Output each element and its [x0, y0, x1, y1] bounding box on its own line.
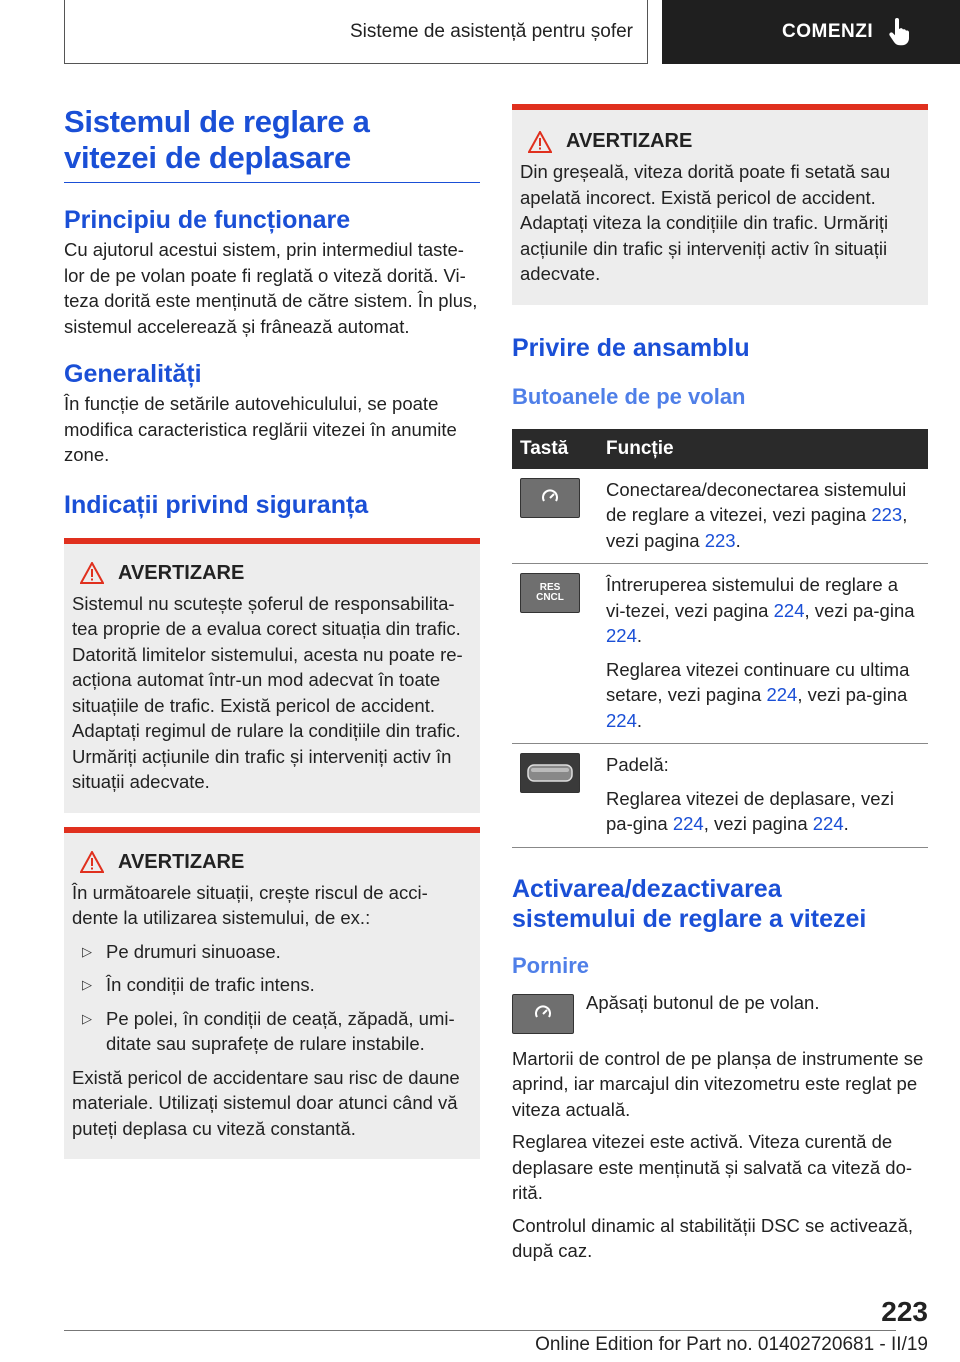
- warning-triangle-icon: [528, 131, 552, 153]
- page-link[interactable]: 224: [606, 625, 637, 646]
- principle-text: Cu ajutorul acestui sistem, prin intermediul taste‐lor de pe volan poate fi reglată o viteză dorită. Vi‐teza dorită este menținută de către sistem. În plus, sistemul accelerează și frânează automat.: [64, 239, 478, 337]
- page-link[interactable]: 224: [606, 709, 637, 731]
- heading-buttons: Butoanele de pe volan: [512, 383, 746, 409]
- table-row: [512, 744, 928, 848]
- warning-triangle-icon: [80, 562, 104, 584]
- general-text: În funcție de setările autovehiculului, se poate modifica caracteristica reglării vitezei în anumite zone.: [64, 393, 457, 465]
- warning-triangle-icon: [80, 851, 104, 873]
- col-header-key: Tastă: [512, 429, 598, 469]
- hand-pointer-icon: [887, 18, 911, 46]
- warning-box-1: [64, 538, 480, 813]
- left-column: [64, 104, 480, 1159]
- right-column: [512, 104, 928, 1264]
- heading-principle: Principiu de funcționare: [64, 206, 351, 234]
- heading-safety: Indicații privind siguranța: [64, 490, 369, 519]
- page-link[interactable]: 224: [773, 599, 805, 621]
- warning-text-3: Din greșeală, viteza dorită poate fi setată sau apelată incorect. Există pericol de accident. Adaptați viteza la condițiile din trafic. Urmăriți acțiunile din trafic și interveniți activ în situații adecvate.: [520, 161, 891, 284]
- table-header-row: [512, 429, 928, 469]
- warning-list: [72, 939, 472, 1057]
- warning-title-1: AVERTIZARE: [72, 562, 472, 585]
- row3-description: Padelă: Reglarea vitezei de deplasare, vezi pa‐gina 224, vezi pagina 224.: [598, 744, 928, 848]
- start-instruction: [512, 991, 928, 1034]
- paragraph-2: Reglarea vitezei este activă. Viteza curentă de deplasare este menținută și salvată ca viteză do‐rită.: [512, 1131, 913, 1203]
- header-section-label: Sisteme de asistență pentru șofer: [349, 20, 633, 42]
- warning-box-2: [64, 827, 480, 1160]
- cruise-control-button-icon: [520, 478, 580, 518]
- warning-text-1: Sistemul nu scutește șoferul de responsabilita‐tea proprie de a evalua corect situația din trafic. Datorită limitelor sistemului, acesta nu poate re‐acționa automat într-un mod adecvat în toate situațiile de trafic. Există pericol de accident. Adaptați regimul de rulare la condițiile din trafic. Urmăriți acțiunile din trafic și interveniți activ în situații adecvate.: [72, 592, 463, 792]
- list-item: ▷ Pe polei, în condiții de ceață, zăpadă, umi‐ditate sau suprafețe de rulare instabile.: [82, 1007, 455, 1054]
- row2-description: Întreruperea sistemului de reglare a vi‐tezei, vezi pagina 224, vezi pa‐gina 224. Reglarea vitezei continuare cu ultima setare, vezi pagina 224, vezi pa‐gina 224.: [598, 564, 928, 744]
- page-number: 223: [881, 1296, 928, 1327]
- paragraph-1: Martorii de control de pe planșa de instrumente se aprind, iar marcajul din vitezometru este reglat pe viteza actuală.: [512, 1047, 924, 1120]
- paddle-icon: [520, 753, 580, 793]
- header-tab-label: COMENZI: [782, 21, 874, 42]
- paragraph-3: Controlul dinamic al stabilității DSC se activează, după caz.: [512, 1214, 914, 1261]
- page-link[interactable]: 224: [812, 813, 844, 834]
- page-link[interactable]: 223: [704, 529, 736, 551]
- heading-activate: Activarea/dezactivarea sistemului de reglare a vitezei: [512, 874, 867, 933]
- warning-box-3: [512, 104, 928, 305]
- list-item: ▷ În condiții de trafic intens.: [72, 972, 472, 998]
- heading-start: Pornire: [512, 952, 590, 978]
- buttons-table: [512, 429, 928, 848]
- start-text: Apăsați butonul de pe volan.: [586, 991, 820, 1013]
- bullet-triangle-icon: ▷: [82, 1010, 92, 1026]
- header-section-title: [64, 0, 648, 64]
- heading-general: Generalități: [64, 360, 202, 388]
- heading-overview: Privire de ansamblu: [512, 333, 750, 362]
- col-header-function: Funcție: [598, 429, 928, 469]
- table-row: [512, 564, 928, 744]
- row1-description: Conectarea/deconectarea sistemului de reglare a vitezei, vezi pagina 223, vezi pagina 223.: [598, 469, 928, 564]
- warning-title-2: AVERTIZARE: [72, 851, 472, 874]
- cruise-control-button-icon: [512, 994, 574, 1034]
- page-link[interactable]: 224: [766, 684, 798, 705]
- header-tab-comenzi[interactable]: [662, 0, 960, 64]
- res-cncl-button-icon: RES CNCL: [520, 573, 580, 613]
- page-title: Sistemul de reglare a vitezei de deplasare: [64, 104, 480, 183]
- footer-divider: [64, 1330, 896, 1331]
- table-row: [512, 469, 928, 564]
- bullet-triangle-icon: ▷: [82, 943, 92, 959]
- warning-title-3: AVERTIZARE: [520, 130, 920, 153]
- page-link[interactable]: 224: [672, 813, 704, 834]
- list-item: ▷ Pe drumuri sinuoase.: [72, 939, 472, 965]
- bullet-triangle-icon: ▷: [82, 977, 92, 992]
- footer-edition: Online Edition for Part no. 01402720681 - II/19: [535, 1334, 928, 1355]
- warning-text-2: Există pericol de accidentare sau risc de daune materiale. Utilizați sistemul doar atunci când vă puteți deplasa cu viteză constantă.: [72, 1066, 460, 1139]
- warning-intro-2: În următoarele situații, crește riscul de acci‐dente la utilizarea sistemului, de ex.:: [72, 881, 428, 928]
- page-link[interactable]: 223: [871, 504, 903, 525]
